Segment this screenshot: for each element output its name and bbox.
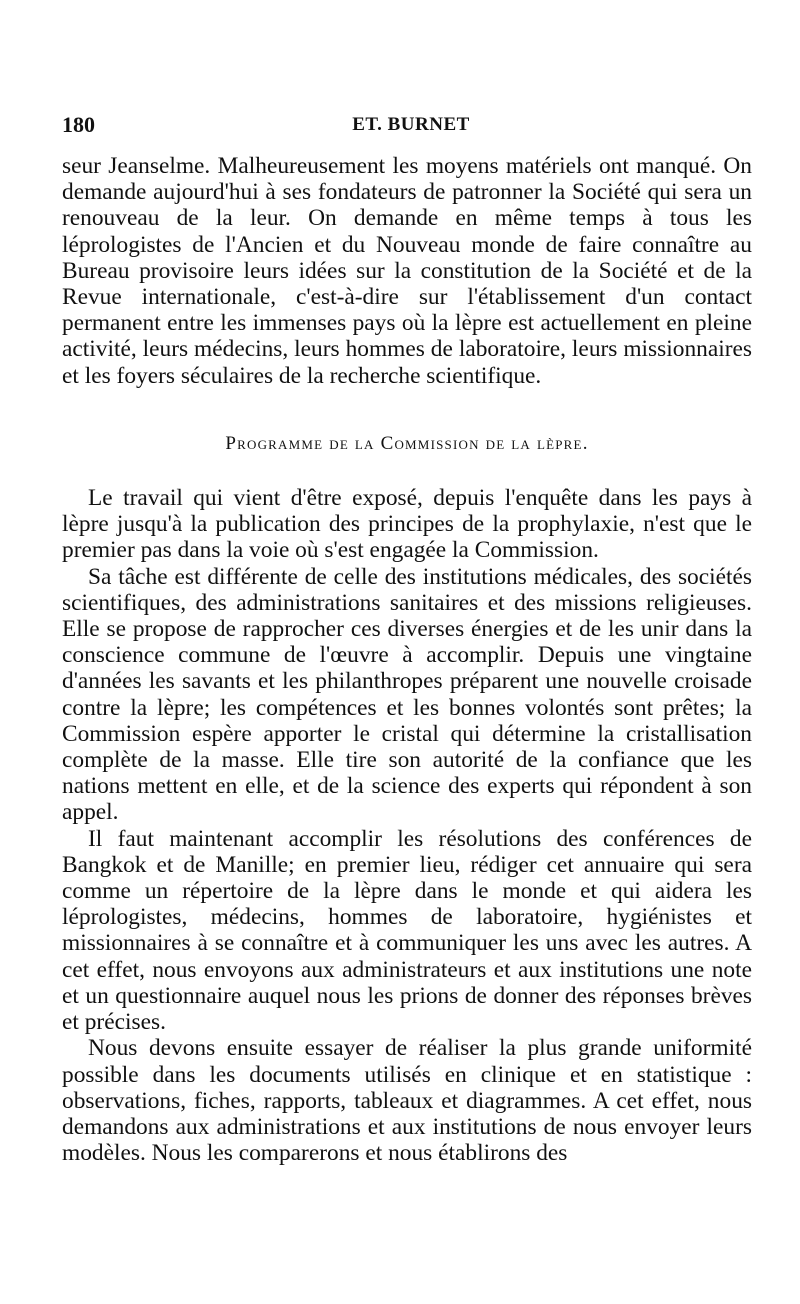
body-text (62, 153, 752, 1166)
paragraph: Le travail qui vient d'être exposé, depuis l'enquête dans les pays à lèpre jusqu'à la publication des principes de la prophylaxie, n'est que le premier pas dans la voie où s'est engagée la Commission. (62, 485, 752, 564)
page-header (62, 112, 760, 146)
paragraph-continued: seur Jeanselme. Malheureusement les moyens matériels ont manqué. On demande aujourd'hui à ses fondateurs de patronner la Société qui sera un renouveau de la leur. On demande en même temps à tous les léprologistes de l'Ancien et du Nouveau monde de faire connaître au Bureau provisoire leurs idées sur la constitution de la Société et de la Revue internationale, c'est-à-dire sur l'établissement d'un contact permanent entre les immenses pays où la lèpre est actuellement en pleine activité, leurs médecins, leurs hommes de laboratoire, leurs missionnaires et les foyers séculaires de la recherche scientifique. (62, 153, 752, 389)
paragraph: Sa tâche est différente de celle des institutions médicales, des sociétés scientifiques, des administrations sanitaires et des missions religieuses. Elle se propose de rapprocher ces diverses énergies et de les unir dans la conscience commune de l'œuvre à accomplir. Depuis une vingtaine d'années les savants et les philanthropes préparent une nouvelle croisade contre la lèpre; les compétences et les bonnes volontés sont prêtes; la Commission espère apporter le cristal qui détermine la cristallisation complète de la masse. Elle tire son autorité de la confiance que les nations mettent en elle, et de la science des experts qui répondent à son appel. (62, 563, 752, 826)
section-title: Programme de la Commission de la lèpre. (225, 432, 589, 454)
paragraph: Nous devons ensuite essayer de réaliser la plus grande uniformité possible dans les documents utilisés en clinique et en statistique : observations, fiches, rapports, tableaux et diagrammes. A cet effet, nous demandons aux administrations et aux institutions de nous envoyer leurs modèles. Nous les comparerons et nous établirons des (62, 1035, 752, 1167)
page-number: 180 (62, 112, 95, 137)
running-head: ET. BURNET (352, 114, 470, 135)
paragraph: Il faut maintenant accomplir les résolutions des conférences de Bangkok et de Manille; en premier lieu, rédiger cet annuaire qui sera comme un répertoire de la lèpre dans le monde et qui aidera les léprologistes, médecins, hommes de laboratoire, hygiénistes et missionnaires à se connaître et à communiquer les uns avec les autres. A cet effet, nous envoyons aux administrateurs et aux institutions une note et un questionnaire auquel nous les prions de donner des réponses brèves et précises. (62, 825, 752, 1036)
